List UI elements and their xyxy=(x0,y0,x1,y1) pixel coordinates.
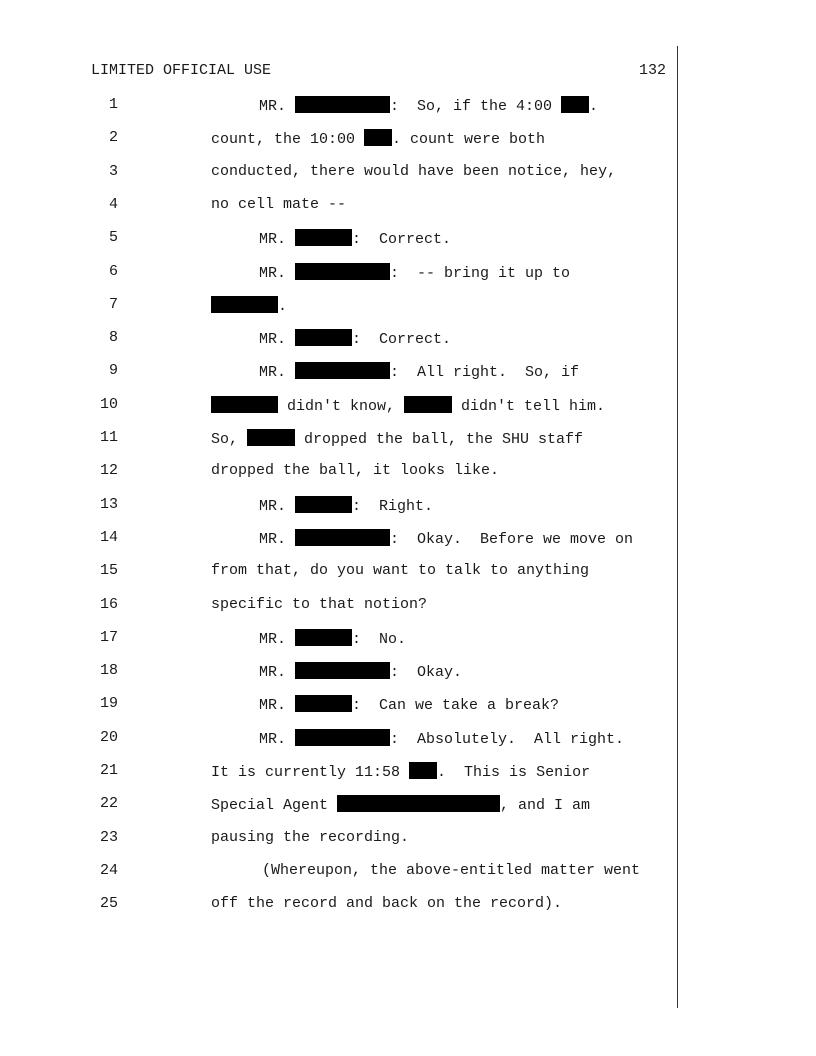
redaction-bar xyxy=(561,96,589,113)
transcript-line xyxy=(0,329,677,349)
text-segment: didn't tell him. xyxy=(452,397,606,415)
line-number: 19 xyxy=(99,695,118,713)
line-number: 6 xyxy=(108,262,118,280)
redaction-bar xyxy=(404,396,452,413)
redaction-bar xyxy=(295,329,352,346)
transcript-line xyxy=(0,196,677,216)
text-segment: : Can we take a break? xyxy=(352,697,560,715)
text-segment: MR. xyxy=(259,364,296,382)
redaction-bar xyxy=(247,429,295,446)
line-text xyxy=(211,562,589,579)
line-number: 12 xyxy=(99,462,118,480)
line-number: 2 xyxy=(108,129,118,147)
text-segment: . count were both xyxy=(392,131,546,149)
text-segment: : All right. So, if xyxy=(390,364,580,382)
text-segment: : Correct. xyxy=(352,231,452,249)
line-number: 14 xyxy=(99,528,118,546)
transcript-line xyxy=(0,263,677,283)
redaction-bar xyxy=(295,263,390,280)
redaction-bar xyxy=(295,729,390,746)
redaction-bar xyxy=(211,296,278,313)
text-segment: MR. xyxy=(259,231,296,249)
text-segment: MR. xyxy=(259,664,296,682)
line-number: 16 xyxy=(99,595,118,613)
transcript-line xyxy=(0,229,677,249)
line-text xyxy=(211,196,346,213)
text-segment: : So, if the 4:00 xyxy=(390,98,562,115)
line-number: 8 xyxy=(108,329,118,347)
redaction-bar xyxy=(295,362,390,379)
line-text xyxy=(259,329,451,348)
line-number: 18 xyxy=(99,662,118,680)
redaction-bar xyxy=(211,396,278,413)
text-segment: no cell mate -- xyxy=(211,195,347,213)
text-segment: MR. xyxy=(259,497,296,515)
text-segment: count, the 10:00 xyxy=(211,131,365,149)
transcript-line xyxy=(0,795,677,815)
transcript-line xyxy=(0,895,677,915)
text-segment: off the record and back on the record). xyxy=(211,895,563,913)
line-text xyxy=(211,129,545,148)
transcript-line xyxy=(0,729,677,749)
transcript-line xyxy=(0,163,677,183)
transcript-line xyxy=(0,629,677,649)
transcript-line xyxy=(0,596,677,616)
transcript-line xyxy=(0,496,677,516)
line-text xyxy=(211,163,616,180)
redaction-bar xyxy=(295,496,352,513)
text-segment: specific to that notion? xyxy=(211,595,428,613)
redaction-bar xyxy=(295,662,390,679)
text-segment: dropped the ball, the SHU staff xyxy=(295,431,584,448)
redaction-bar xyxy=(295,529,390,546)
text-segment: So, xyxy=(211,431,248,448)
line-text xyxy=(211,895,562,912)
text-segment: : -- bring it up to xyxy=(390,264,571,282)
line-text xyxy=(259,263,570,282)
line-number: 25 xyxy=(99,895,118,913)
redaction-bar xyxy=(295,96,390,113)
text-segment: : Right. xyxy=(352,497,434,515)
line-text xyxy=(259,529,633,548)
redaction-bar xyxy=(364,129,392,146)
transcript-line xyxy=(0,462,677,482)
line-text xyxy=(211,462,499,479)
line-number: 20 xyxy=(99,728,118,746)
line-number: 17 xyxy=(99,628,118,646)
redaction-bar xyxy=(409,762,437,779)
transcript-line xyxy=(0,695,677,715)
text-segment: . xyxy=(589,98,599,115)
text-segment: MR. xyxy=(259,331,296,349)
line-number: 13 xyxy=(99,495,118,513)
line-number: 23 xyxy=(99,828,118,846)
line-number: 1 xyxy=(108,96,118,113)
text-segment: MR. xyxy=(259,630,296,648)
text-segment: , and I am xyxy=(500,797,591,815)
transcript-line xyxy=(0,96,677,116)
line-text xyxy=(259,629,406,648)
transcript-line xyxy=(0,762,677,782)
line-text xyxy=(259,662,462,681)
transcript-line xyxy=(0,862,677,882)
text-segment: . xyxy=(278,297,288,315)
line-number: 24 xyxy=(99,861,118,879)
line-number: 11 xyxy=(99,429,118,446)
text-segment: : No. xyxy=(352,630,407,648)
line-text xyxy=(259,362,579,381)
line-text xyxy=(259,96,598,115)
line-number: 15 xyxy=(99,562,118,580)
text-segment: dropped the ball, it looks like. xyxy=(211,462,500,480)
line-text xyxy=(211,429,583,448)
transcript-line xyxy=(0,529,677,549)
line-text xyxy=(211,795,590,814)
line-text xyxy=(211,396,605,415)
right-margin-rule xyxy=(677,46,678,1008)
transcript-line xyxy=(0,662,677,682)
text-segment: It is currently 11:58 xyxy=(211,764,410,781)
redaction-bar xyxy=(337,795,500,812)
line-text xyxy=(259,229,451,248)
transcript-line xyxy=(0,362,677,382)
transcript-line xyxy=(0,129,677,149)
line-number: 21 xyxy=(99,762,118,779)
page-number: 132 xyxy=(638,62,666,79)
text-segment: MR. xyxy=(259,697,296,715)
text-segment: pausing the recording. xyxy=(211,828,410,846)
transcript-line xyxy=(0,429,677,449)
line-text xyxy=(211,762,590,781)
text-segment: : Okay. xyxy=(390,664,463,682)
text-segment: : Absolutely. All right. xyxy=(390,730,625,748)
text-segment: didn't know, xyxy=(278,397,405,415)
transcript-line xyxy=(0,296,677,316)
text-segment: from that, do you want to talk to anything xyxy=(211,562,590,580)
text-segment: conducted, there would have been notice, hey, xyxy=(211,162,617,180)
text-segment: MR. xyxy=(259,98,296,115)
line-number: 5 xyxy=(108,229,118,247)
line-text xyxy=(211,296,287,315)
text-segment: (Whereupon, the above-entitled matter went xyxy=(262,861,641,879)
transcript-line xyxy=(0,829,677,849)
text-segment: : Okay. Before we move on xyxy=(390,530,634,548)
redaction-bar xyxy=(295,229,352,246)
line-text xyxy=(211,829,409,846)
line-text xyxy=(262,862,640,879)
text-segment: MR. xyxy=(259,264,296,282)
line-text xyxy=(259,496,433,515)
redaction-bar xyxy=(295,629,352,646)
text-segment: . This is Senior xyxy=(437,764,591,781)
text-segment: Special Agent xyxy=(211,797,338,815)
line-text xyxy=(259,729,624,748)
classification-header: LIMITED OFFICIAL USE xyxy=(91,62,272,79)
transcript-line xyxy=(0,396,677,416)
line-number: 4 xyxy=(108,195,118,213)
line-number: 3 xyxy=(108,162,118,180)
line-number: 9 xyxy=(108,362,118,380)
line-number: 22 xyxy=(99,795,118,813)
text-segment: MR. xyxy=(259,530,296,548)
line-number: 10 xyxy=(99,395,118,413)
line-number: 7 xyxy=(108,295,118,313)
line-text xyxy=(259,695,559,714)
text-segment: MR. xyxy=(259,730,296,748)
redaction-bar xyxy=(295,695,352,712)
line-text xyxy=(211,596,427,613)
text-segment: : Correct. xyxy=(352,331,452,349)
transcript-line xyxy=(0,562,677,582)
